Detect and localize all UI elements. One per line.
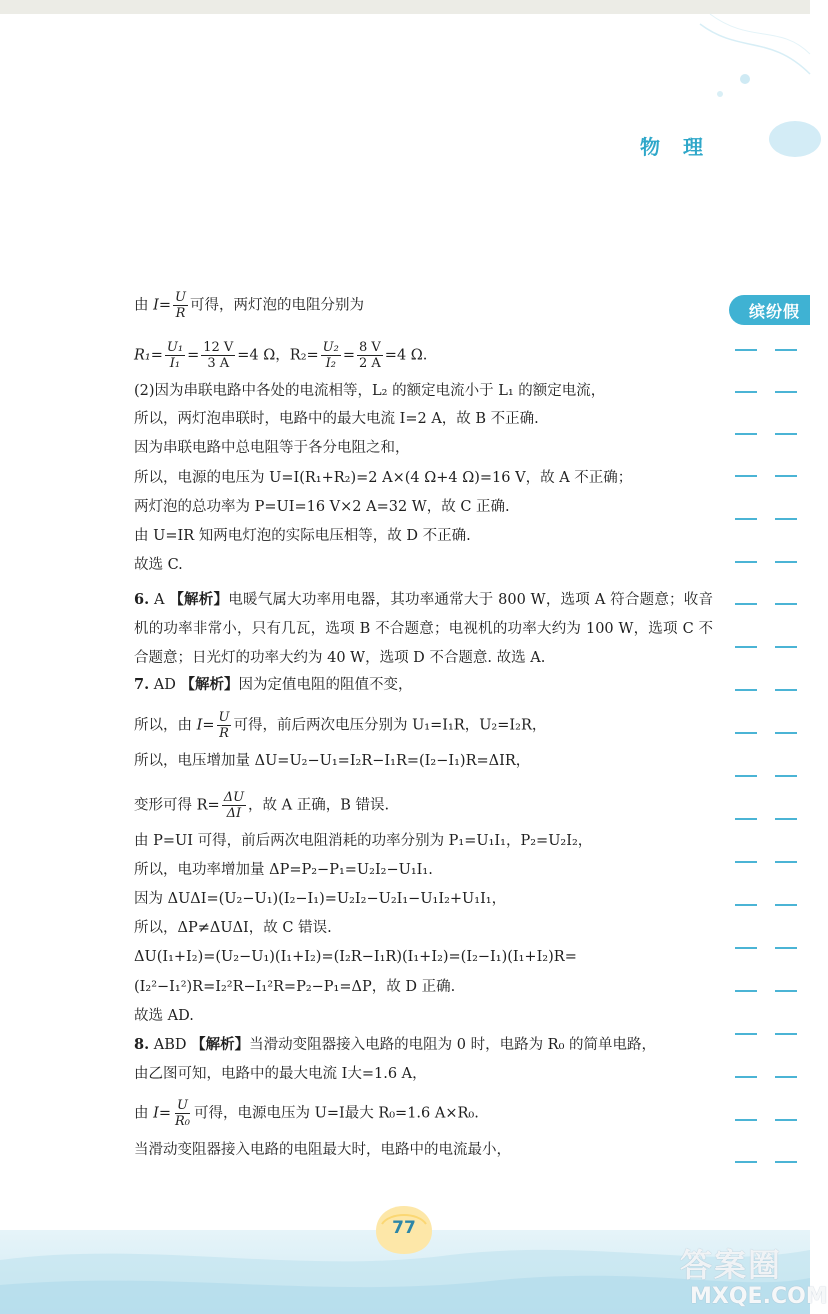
side-dash xyxy=(775,349,797,351)
text-line: 故选 AD. xyxy=(134,1008,194,1024)
side-dash xyxy=(735,904,757,906)
fraction xyxy=(165,340,185,371)
side-dash xyxy=(735,349,757,351)
question-number: 8. xyxy=(134,1036,150,1053)
text-fragment: 所以，由 xyxy=(134,717,197,734)
watermark-url: MXQE.COM xyxy=(690,1284,828,1309)
text-fragment: = xyxy=(187,347,200,364)
fraction xyxy=(201,340,235,371)
formula-symbol: I= xyxy=(153,297,171,314)
text-line: 因为 ΔUΔI=(U₂−U₁)(I₂−I₁)=U₂I₂−U₂I₁−U₁I₂+U₁I₁， xyxy=(134,891,507,907)
text-line: 所以，电源的电压为 U=I(R₁+R₂)=2 A×(4 Ω+4 Ω)=16 V，故 A 不正确； xyxy=(134,470,633,486)
side-dash xyxy=(735,947,757,949)
side-dash xyxy=(735,990,757,992)
fraction-numerator: U xyxy=(177,1098,188,1113)
fraction-numerator: U₂ xyxy=(322,340,339,355)
top-band xyxy=(0,0,810,14)
fraction xyxy=(222,790,246,821)
formula-symbol: I= xyxy=(153,1105,171,1122)
side-dash xyxy=(775,391,797,393)
side-dash xyxy=(735,861,757,863)
fraction xyxy=(173,290,188,321)
fraction-numerator: ΔU xyxy=(223,790,245,805)
text-line xyxy=(134,790,389,821)
side-dash xyxy=(775,1161,797,1163)
question-6 xyxy=(134,585,713,673)
analysis-tag: 【解析】 xyxy=(180,676,239,693)
side-dash xyxy=(735,732,757,734)
text-fragment: ，故 A 正确，B 错误. xyxy=(248,797,390,814)
text-line: 由 U=IR 知两电灯泡的实际电压相等，故 D 不正确. xyxy=(134,528,471,544)
side-dash xyxy=(735,775,757,777)
page-number: 77 xyxy=(392,1218,416,1238)
side-dash xyxy=(735,433,757,435)
fraction xyxy=(173,1098,192,1129)
text-fragment: =4 Ω. xyxy=(384,347,428,364)
analysis-tag: 【解析】 xyxy=(191,1036,250,1053)
text-line: 所以，ΔP≠ΔUΔI，故 C 错误. xyxy=(134,920,332,936)
side-dash xyxy=(735,561,757,563)
side-dash xyxy=(775,1033,797,1035)
fraction-denominator: 3 A xyxy=(207,356,230,371)
question-text: 电暖气属大功率用电器，其功率通常大于 800 W，选项 A 符合题意；收音机的功率非常小，只有几瓦，选项 B 不合题意；电视机的功率大约为 100 W，选项 C 不合题意；日光灯的功率大约为 40 W，选项 D 不合题意. 故选 A. xyxy=(134,592,714,666)
side-tab xyxy=(729,295,810,325)
side-dash xyxy=(735,1119,757,1121)
watermark-logo: 答案圈 xyxy=(680,1246,783,1284)
formula-symbol: R₁= xyxy=(134,347,163,364)
side-dash xyxy=(735,391,757,393)
side-dash xyxy=(735,603,757,605)
text-line xyxy=(134,1098,479,1129)
subject-title: 物 理 xyxy=(640,135,711,159)
side-dash xyxy=(775,689,797,691)
side-dash xyxy=(775,518,797,520)
question-number: 6. xyxy=(134,591,150,608)
fraction-numerator: U xyxy=(218,710,230,725)
text-line: 当滑动变阻器接入电路的电阻最大时，电路中的电流最小， xyxy=(134,1142,511,1158)
text-line: 所以，两灯泡串联时，电路中的最大电流 I=2 A，故 B 不正确. xyxy=(134,411,539,427)
side-dash xyxy=(775,646,797,648)
side-dash xyxy=(775,1076,797,1078)
question-answer: A xyxy=(153,592,165,608)
text-line: 由乙图可知，电路中的最大电流 I大=1.6 A， xyxy=(134,1066,427,1082)
text-fragment: 可得，电源电压为 U=I最大 R₀=1.6 A×R₀. xyxy=(194,1105,479,1122)
text-line xyxy=(134,290,364,321)
side-dash xyxy=(775,775,797,777)
fraction xyxy=(357,340,383,371)
text-line xyxy=(134,710,546,741)
text-line: ΔU(I₁+I₂)=(U₂−U₁)(I₁+I₂)=(I₂R−I₁R)(I₁+I₂)=(I₂−I₁)(I₁+I₂)R= xyxy=(134,949,577,965)
side-dash xyxy=(735,689,757,691)
side-dash xyxy=(775,433,797,435)
question-number: 7. xyxy=(134,676,150,693)
fraction-denominator: 2 A xyxy=(359,356,381,371)
text-line xyxy=(134,340,427,371)
text-line: 由 P=UI 可得，前后两次电阻消耗的功率分别为 P₁=U₁I₁，P₂=U₂I₂， xyxy=(134,833,593,849)
side-dash xyxy=(735,475,757,477)
question-answer: ABD xyxy=(153,1037,187,1053)
fraction-numerator: 12 V xyxy=(203,340,234,355)
side-dash xyxy=(735,1161,757,1163)
text-fragment: 变形可得 R= xyxy=(134,797,220,814)
side-tab-label: 缤纷假 xyxy=(749,302,801,321)
side-dash xyxy=(775,861,797,863)
text-line: (2)因为串联电路中各处的电流相等，L₂ 的额定电流小于 L₁ 的额定电流， xyxy=(134,383,606,399)
side-dash xyxy=(735,1033,757,1035)
analysis-tag: 【解析】 xyxy=(169,591,229,608)
question-answer: AD xyxy=(153,677,176,693)
text-fragment: 由 xyxy=(134,297,154,314)
text-fragment: 由 xyxy=(134,1105,154,1122)
fraction-denominator: R xyxy=(175,306,186,321)
side-dash xyxy=(735,818,757,820)
text-line: 故选 C. xyxy=(134,557,183,573)
question-text: 因为定值电阻的阻值不变， xyxy=(238,677,413,693)
fraction-numerator: U xyxy=(175,290,186,305)
side-dash xyxy=(775,732,797,734)
fraction-denominator: ΔI xyxy=(226,806,242,821)
question-text: 当滑动变阻器接入电路的电阻为 0 时，电路为 R₀ 的简单电路， xyxy=(249,1037,657,1053)
side-dash xyxy=(775,603,797,605)
side-dash xyxy=(775,475,797,477)
fraction-numerator: 8 V xyxy=(359,340,381,355)
side-dash xyxy=(735,518,757,520)
side-dash xyxy=(775,947,797,949)
text-fragment: =4 Ω，R₂= xyxy=(237,347,319,364)
text-line: 两灯泡的总功率为 P=UI=16 V×2 A=32 W，故 C 正确. xyxy=(134,499,510,515)
text-fragment: 可得，两灯泡的电阻分别为 xyxy=(189,297,364,314)
text-line: (I₂²−I₁²)R=I₂²R−I₁²R=P₂−P₁=ΔP，故 D 正确. xyxy=(134,979,456,995)
side-dash xyxy=(735,646,757,648)
side-dash xyxy=(775,561,797,563)
text-line: 所以，电功率增加量 ΔP=P₂−P₁=U₂I₂−U₁I₁. xyxy=(134,862,433,878)
fraction-denominator: R₀ xyxy=(175,1114,190,1129)
text-fragment: = xyxy=(342,347,355,364)
fraction-denominator: I₂ xyxy=(325,356,336,371)
side-dash xyxy=(775,818,797,820)
question-8 xyxy=(134,1035,656,1055)
question-7 xyxy=(134,675,412,695)
fraction-denominator: R xyxy=(219,726,229,741)
fraction-numerator: U₁ xyxy=(166,340,184,355)
side-dash xyxy=(775,990,797,992)
text-line: 因为串联电路中总电阻等于各分电阻之和， xyxy=(134,440,410,456)
fraction xyxy=(217,710,232,741)
side-dash xyxy=(775,904,797,906)
text-fragment: 可得，前后两次电压分别为 U₁=I₁R，U₂=I₂R， xyxy=(233,717,547,734)
side-dash xyxy=(735,1076,757,1078)
side-dash xyxy=(775,1119,797,1121)
text-line: 所以，电压增加量 ΔU=U₂−U₁=I₂R−I₁R=(I₂−I₁)R=ΔIR， xyxy=(134,753,531,769)
fraction xyxy=(321,340,341,371)
formula-symbol: I= xyxy=(196,717,215,734)
fraction-denominator: I₁ xyxy=(169,356,181,371)
